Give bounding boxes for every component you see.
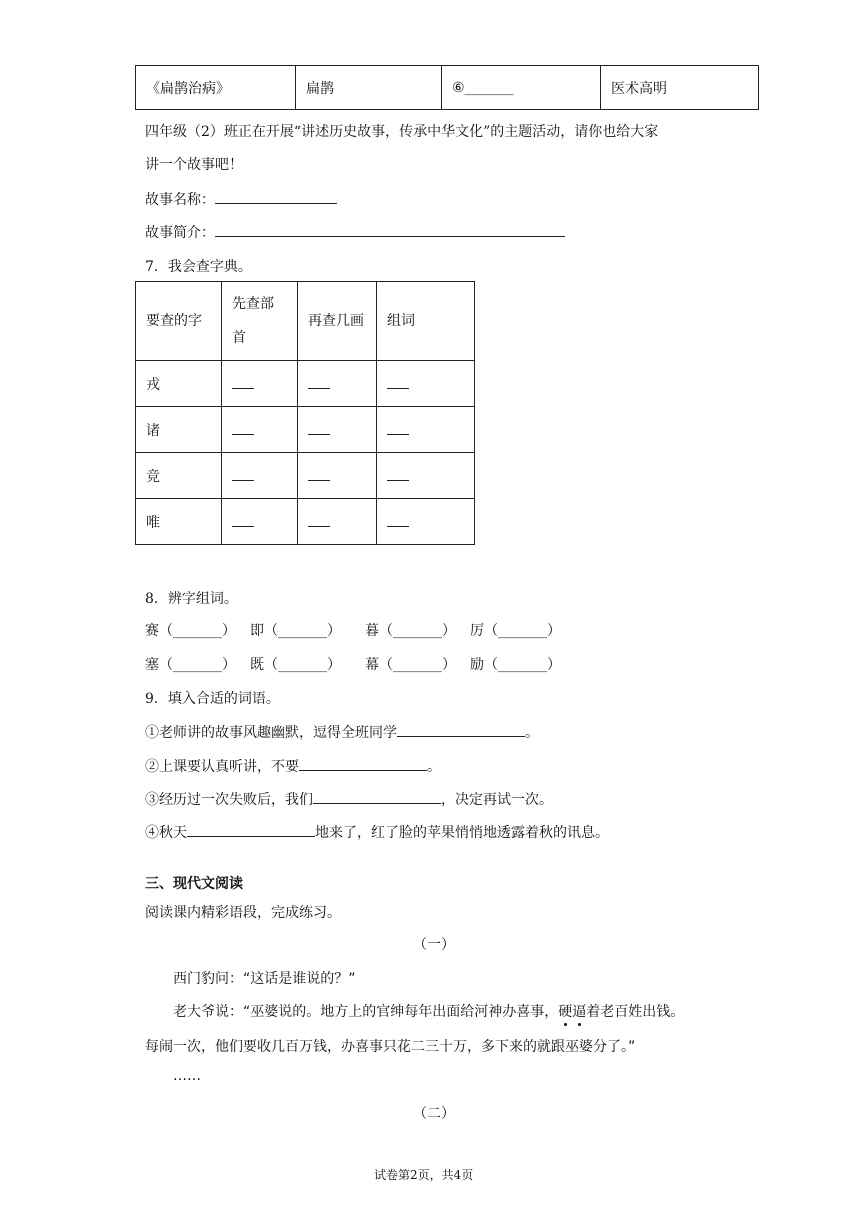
part2-label: （二）: [413, 1106, 455, 1122]
passage-ellipsis: ……: [173, 1068, 201, 1084]
strokes-cell[interactable]: [298, 499, 377, 545]
table-row: [136, 407, 475, 453]
q8-row1-item1[interactable]: 赛（_______）: [145, 623, 236, 639]
table-row: [136, 453, 475, 499]
table-row: [136, 66, 759, 110]
q8-row2-item2[interactable]: 既（_______）: [250, 657, 341, 673]
strokes-cell[interactable]: [298, 453, 377, 499]
q8-row2-item1[interactable]: 塞（_______）: [145, 657, 236, 673]
q9-blank3[interactable]: [313, 789, 441, 804]
quality-cell: 医术高明: [601, 66, 759, 110]
q9-title: 9．填入合适的词语。: [145, 691, 280, 707]
word-cell[interactable]: [377, 499, 475, 545]
strokes-cell[interactable]: [298, 407, 377, 453]
emphasis-char: 硬: [558, 1004, 573, 1020]
table-row: [136, 499, 475, 545]
char-cell: 诸: [136, 407, 222, 453]
table-row: [136, 361, 475, 407]
q9-sentence4: ④秋天 地来了，红了脸的苹果悄悄地透露着秋的讯息。: [145, 822, 609, 842]
header-radical: 先查部 首: [222, 282, 298, 361]
story-intro-line2: 讲一个故事吧！: [145, 157, 243, 173]
strokes-cell[interactable]: [298, 361, 377, 407]
q8-row1-item2[interactable]: 即（_______）: [250, 623, 341, 639]
radical-cell[interactable]: [222, 361, 298, 407]
story-title-cell: 《扁鹊治病》: [136, 66, 296, 110]
character-cell: 扁鹊: [296, 66, 442, 110]
q9-blank4[interactable]: [187, 822, 315, 837]
word-cell[interactable]: [377, 361, 475, 407]
q8-row1-item4[interactable]: 厉（_______）: [470, 623, 561, 639]
q8-row2-item4[interactable]: 励（_______）: [470, 657, 561, 673]
passage-line3: 每闹一次，他们要收几百万钱，办喜事只花二三十万，多下来的就跟巫婆分了。”: [145, 1039, 636, 1055]
page-footer: 试卷第2页，共4页: [374, 1168, 474, 1182]
section3-instruction: 阅读课内精彩语段，完成练习。: [145, 905, 341, 921]
word-cell[interactable]: [377, 407, 475, 453]
story-info-table: [135, 65, 759, 110]
dictionary-table: [135, 281, 475, 545]
char-cell: 戎: [136, 361, 222, 407]
q9-sentence3: ③经历过一次失败后，我们 ，决定再试一次。: [145, 789, 553, 809]
story-name-label: 故事名称：: [145, 192, 215, 208]
q9-sentence1: ①老师讲的故事风趣幽默，逗得全班同学 。: [145, 722, 539, 742]
char-cell: 唯: [136, 499, 222, 545]
story-name-row: [145, 189, 337, 209]
word-cell[interactable]: [377, 453, 475, 499]
header-char: 要查的字: [136, 282, 222, 361]
q7-title: 7．我会查字典。: [145, 259, 252, 275]
part1-label: （一）: [413, 937, 455, 953]
passage-line2: 老大爷说：“巫婆说的。地方上的官绅每年出面给河神办喜事，硬逼着老百姓出钱。: [173, 1004, 685, 1020]
radical-cell[interactable]: [222, 499, 298, 545]
story-summary-row: [145, 222, 565, 242]
q8-title: 8．辨字组词。: [145, 591, 238, 607]
section3-heading: 三、现代文阅读: [145, 876, 243, 892]
radical-cell[interactable]: [222, 407, 298, 453]
q9-blank2[interactable]: [299, 756, 427, 771]
story-name-blank[interactable]: [215, 189, 337, 204]
q9-sentence2: ②上课要认真听讲，不要 。: [145, 756, 441, 776]
story-summary-label: 故事简介：: [145, 225, 215, 241]
radical-cell[interactable]: [222, 453, 298, 499]
header-strokes: 再查几画: [298, 282, 377, 361]
story-intro-line1: 四年级（2）班正在开展“讲述历史故事，传承中华文化”的主题活动，请你也给大家: [145, 124, 659, 140]
emphasis-char: 逼: [572, 1004, 587, 1020]
q8-row2-item3[interactable]: 幕（_______）: [365, 657, 456, 673]
story-summary-blank[interactable]: [215, 222, 565, 237]
passage-line1: 西门豹问：“这话是谁说的？”: [173, 971, 356, 987]
q9-blank1[interactable]: [397, 722, 525, 737]
char-cell: 竞: [136, 453, 222, 499]
blank-cell[interactable]: ⑥_______: [442, 66, 601, 110]
header-word: 组词: [377, 282, 475, 361]
q8-row1-item3[interactable]: 暮（_______）: [365, 623, 456, 639]
table-header-row: [136, 282, 475, 361]
